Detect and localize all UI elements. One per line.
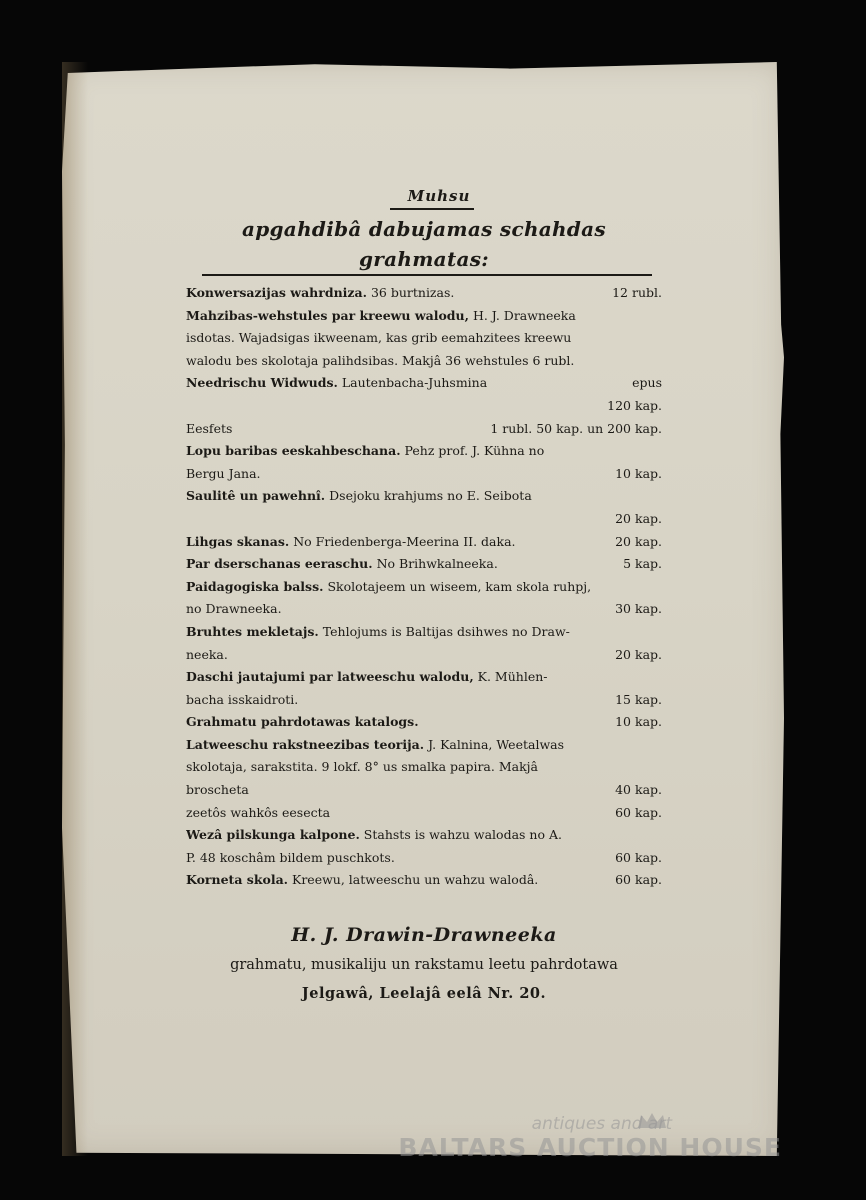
list-item (186, 598, 662, 621)
watermark-bottom: BALTARS AUCTION HOUSE (398, 1133, 782, 1162)
list-item (186, 463, 662, 486)
entry-description: No Brihwkalneeka. (372, 556, 498, 572)
entry-text (186, 644, 228, 667)
entry-text (186, 305, 576, 328)
catalog-content (186, 186, 662, 892)
list-item (186, 418, 662, 441)
entry-text (186, 711, 419, 734)
entry-text (186, 734, 564, 757)
entry-title: Korneta skola. (186, 872, 289, 888)
entry-price: 120 kap. (607, 397, 662, 413)
entry-title: Mahzibas-wehstules par kreewu walodu, (186, 307, 469, 323)
entry-price: 20 kap. (615, 646, 662, 662)
list-item (186, 327, 662, 350)
list-item (186, 779, 662, 802)
entry-text (186, 372, 487, 395)
entry-text (186, 327, 571, 350)
entry-title: Needrischu Widwuds. (186, 375, 338, 391)
entry-text (186, 598, 282, 621)
entry-description: walodu bes skolotaja palihdsibas. Makjâ 36 wehstules 6 rubl. (186, 352, 575, 368)
entry-text (186, 869, 538, 892)
entry-text (186, 440, 544, 463)
entry-title: Lopu baribas eeskahbeschana. (186, 443, 401, 459)
entry-description: J. Kalnina, Weetalwas (424, 736, 565, 752)
entry-price: 60 kap. (615, 804, 662, 820)
list-item (186, 847, 662, 870)
list-item (186, 282, 662, 305)
entry-description: Stahsts is wahzu walodas no A. (359, 827, 562, 843)
list-item (186, 711, 662, 734)
list-item (186, 869, 662, 892)
list-item (186, 666, 662, 689)
list-item (186, 621, 662, 644)
entry-title: Grahmatu pahrdotawas katalogs. (186, 714, 419, 730)
entry-description: Lautenbacha-Juhsmina (337, 375, 488, 391)
list-item (186, 756, 662, 779)
entry-text (186, 485, 532, 508)
list-item (186, 395, 662, 418)
entry-text (186, 418, 232, 441)
list-item (186, 576, 662, 599)
entry-description: H. J. Drawneeka (468, 307, 576, 323)
entry-price: 15 kap. (615, 691, 662, 707)
publisher-name: H. J. Drawin-Drawneeka (291, 924, 557, 946)
entry-description: skolotaja, sarakstita. 9 lokf. 8° us smalka papira. Makjâ (186, 759, 538, 775)
entry-description: Kreewu, latweeschu un wahzu walodâ. (288, 872, 539, 888)
entry-description: no Drawneeka. (186, 601, 282, 617)
entry-price: 20 kap. (615, 533, 662, 549)
entry-description: Tehlojums is Baltijas dsihwes no Draw- (318, 623, 570, 639)
entry-text (186, 463, 261, 486)
entry-description: Pehz prof. J. Kühna no (400, 443, 545, 459)
entry-text (186, 802, 330, 825)
entry-title: Saulitê un pawehnî. (186, 488, 326, 504)
list-item (186, 689, 662, 712)
list-item (186, 508, 662, 531)
publisher-description: grahmatu, musikaliju un rakstamu leetu pahrdotawa (230, 957, 618, 973)
entry-price: 5 kap. (623, 556, 662, 572)
entry-title: Konwersazijas wahrdniza. (186, 285, 367, 300)
entry-description: Eesfets (186, 420, 233, 436)
entry-description: Dsejoku krahjums no E. Seibota (325, 488, 532, 504)
entry-description: K. Mühlen- (473, 669, 548, 685)
entry-title: Paidagogiska balss. (186, 578, 324, 594)
entry-price: 40 kap. (615, 782, 662, 798)
entry-text (186, 756, 538, 779)
header-title: apgahdibâ dabujamas schahdas grahmatas: (241, 217, 606, 271)
entry-description: neeka. (186, 646, 228, 662)
entry-text (186, 553, 498, 576)
entry-description: Skolotajeem un wiseem, kam skola ruhpj, (323, 578, 592, 594)
entry-text (186, 621, 570, 644)
publisher-address: Jelgawâ, Leelajâ eelâ Nr. 20. (301, 985, 547, 1002)
list-item (186, 644, 662, 667)
entry-price: 10 kap. (615, 465, 662, 481)
entry-description: bacha isskaidroti. (186, 691, 299, 707)
entry-title: Par dserschanas eeraschu. (186, 556, 373, 572)
watermark-top: antiques and art (531, 1114, 672, 1134)
header-rule-long (202, 274, 652, 276)
entry-title: Daschi jautajumi par latweeschu walodu, (186, 669, 474, 685)
watermark (382, 1114, 782, 1162)
list-item (186, 440, 662, 463)
list-item (186, 824, 662, 847)
book-list (186, 282, 662, 892)
list-item (186, 802, 662, 825)
publisher-block (186, 920, 662, 1008)
entry-text (186, 779, 249, 802)
entry-text (186, 824, 562, 847)
entry-price: 20 kap. (615, 510, 662, 526)
entry-description: zeetôs wahkôs eesecta (186, 804, 331, 820)
entry-text (186, 531, 516, 554)
entry-description: Bergu Jana. (186, 465, 261, 481)
entry-text (186, 847, 395, 870)
list-item (186, 734, 662, 757)
entry-description: isdotas. Wajadsigas ikweenam, kas grib eemahzitees kreewu (186, 330, 572, 346)
entry-description: P. 48 koschâm bildem puschkots. (186, 849, 395, 865)
entry-title: Bruhtes mekletajs. (186, 623, 319, 639)
entry-price: 60 kap. (615, 872, 662, 888)
entry-text (186, 350, 574, 373)
entry-price: 12 rubl. (612, 285, 662, 300)
list-item (186, 350, 662, 373)
entry-price: 1 rubl. 50 kap. un 200 kap. (490, 420, 662, 436)
entry-title: Lihgas skanas. (186, 533, 290, 549)
entry-text (186, 666, 548, 689)
entry-text (186, 689, 298, 712)
list-item (186, 372, 662, 395)
list-item (186, 305, 662, 328)
list-item (186, 531, 662, 554)
entry-text (186, 576, 591, 599)
header-rule-short (390, 208, 474, 210)
entry-description: No Friedenberga-Meerina II. daka. (289, 533, 516, 549)
list-item (186, 553, 662, 576)
list-item (186, 485, 662, 508)
header-small: Muhsu (407, 187, 471, 205)
entry-price: 30 kap. (615, 601, 662, 617)
entry-price: 60 kap. (615, 849, 662, 865)
entry-description: broscheta (186, 782, 249, 798)
entry-description: 36 burtnizas. (366, 285, 455, 300)
entry-title: Wezâ pilskunga kalpone. (186, 827, 360, 843)
entry-title: Latweeschu rakstneezibas teorija. (186, 736, 425, 752)
entry-text (186, 282, 454, 305)
entry-price: epus (632, 375, 662, 391)
entry-price: 10 kap. (615, 714, 662, 730)
